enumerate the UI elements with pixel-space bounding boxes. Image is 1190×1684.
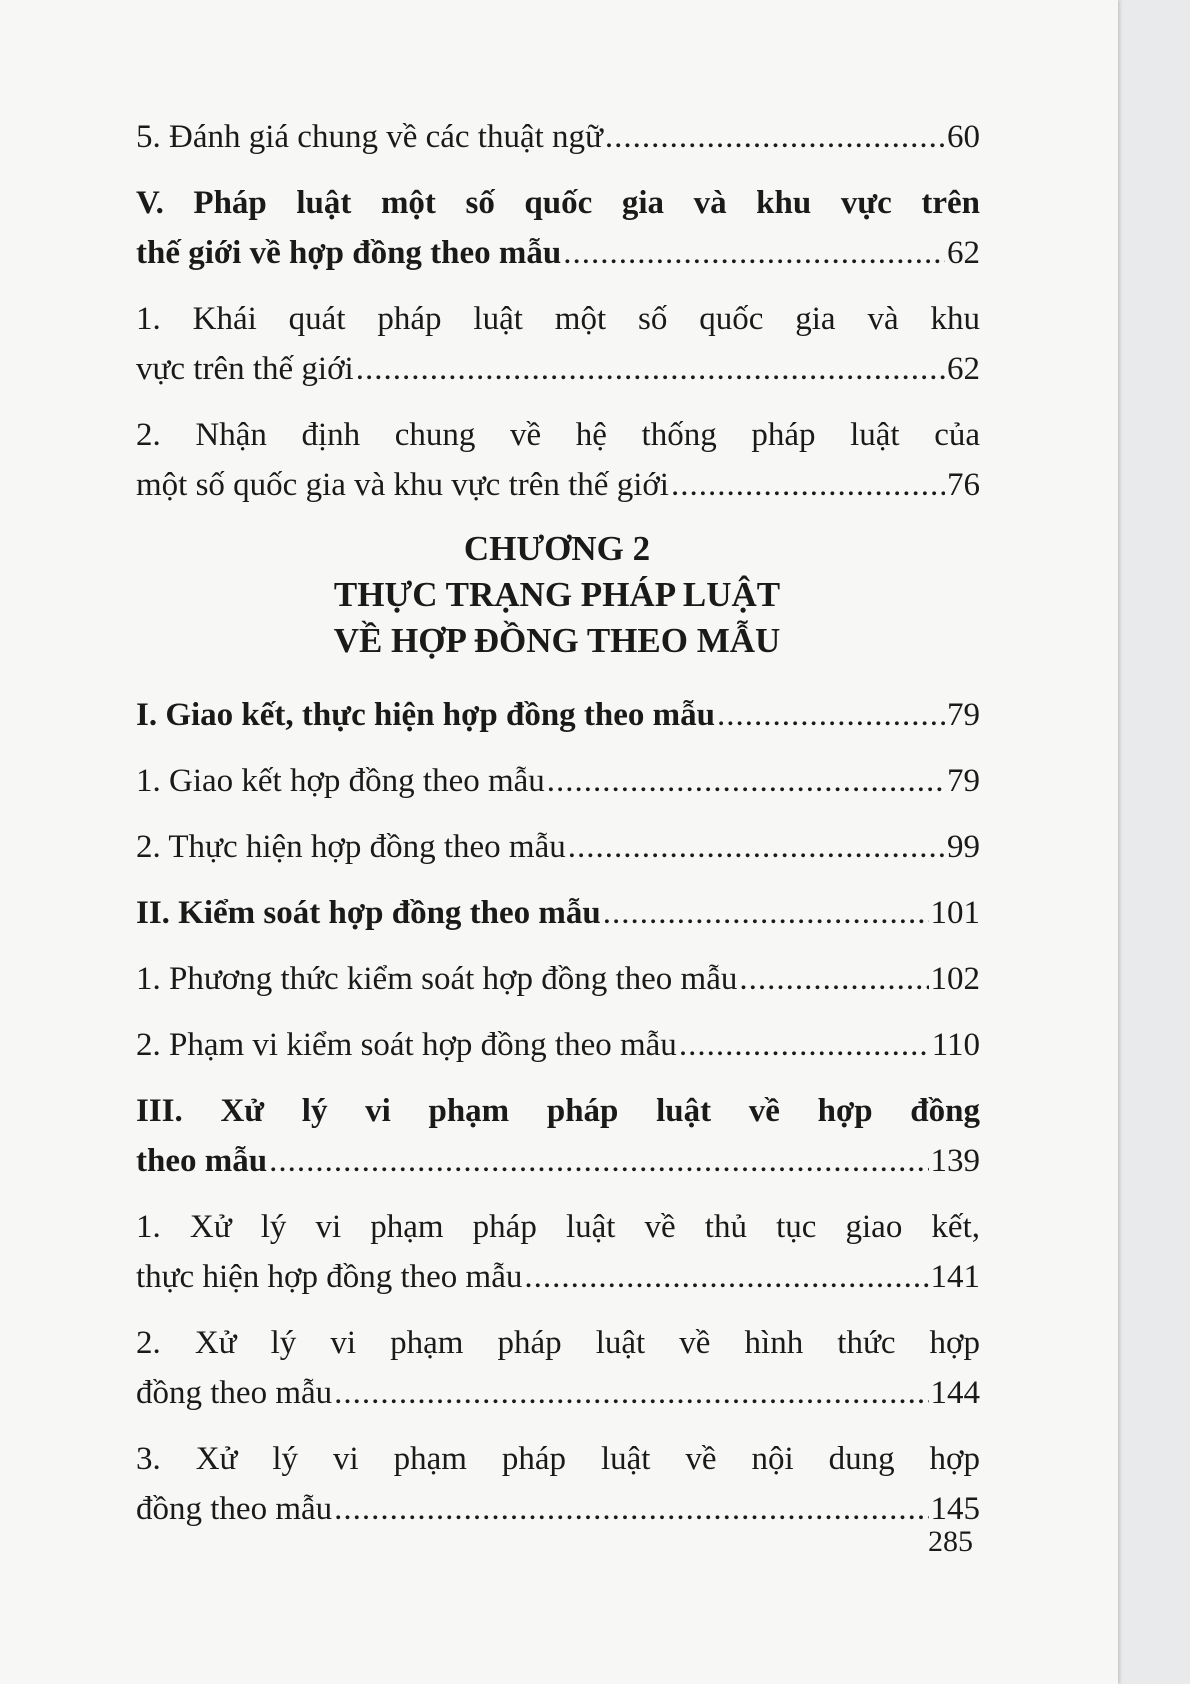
toc-entry-text: theo mẫu: [136, 1143, 268, 1179]
toc-entry-last-line: [136, 228, 980, 278]
toc-entry-page: 102: [930, 961, 980, 997]
toc-entry[interactable]: [136, 1086, 980, 1186]
toc-entry-page: 99: [947, 829, 980, 865]
toc-entry-last-line: [136, 344, 980, 394]
toc-entry-text: 3. Xử lý vi phạm pháp luật về nội dung hợp: [136, 1441, 980, 1477]
toc-entry[interactable]: [136, 888, 980, 938]
toc-entry-page: 139: [930, 1143, 980, 1179]
chapter-heading: [136, 526, 980, 664]
toc-section-chapter-2: [136, 690, 980, 1534]
dot-leader: [563, 228, 945, 278]
toc-entry-text: III. Xử lý vi phạm pháp luật về hợp đồng: [136, 1093, 980, 1129]
toc-entry-text: 2. Nhận định chung về hệ thống pháp luật của: [136, 417, 980, 453]
toc-entry[interactable]: [136, 1434, 980, 1534]
toc-entry-page: 62: [947, 351, 980, 387]
toc-entry-text: 1. Giao kết hợp đồng theo mẫu: [136, 763, 545, 799]
toc-entry-page: 79: [947, 763, 980, 799]
toc-entry-page: 145: [930, 1491, 980, 1527]
toc-entry-last-line: [136, 822, 980, 872]
toc-entry[interactable]: [136, 690, 980, 740]
toc-entry-text: I. Giao kết, thực hiện hợp đồng theo mẫu: [136, 697, 715, 733]
dot-leader: [739, 954, 928, 1004]
toc-entry-last-line: [136, 888, 980, 938]
toc-entry-last-line: [136, 460, 980, 510]
toc-entry-text: 2. Thực hiện hợp đồng theo mẫu: [136, 829, 566, 865]
toc-section-chapter-1: [136, 112, 980, 510]
dot-leader: [547, 756, 945, 806]
chapter-title-line-2: VỀ HỢP ĐỒNG THEO MẪU: [333, 621, 781, 660]
toc-entry-text: V. Pháp luật một số quốc gia và khu vực trên: [136, 185, 980, 221]
toc-entry-last-line: [136, 1484, 980, 1534]
toc-entry-text: 1. Xử lý vi phạm pháp luật về thủ tục giao kết,: [136, 1209, 980, 1245]
toc-entry-last-line: [136, 1020, 980, 1070]
toc-entry-last-line: [136, 112, 980, 162]
toc-entry-text: thế giới về hợp đồng theo mẫu: [136, 235, 562, 271]
toc-entry-text: một số quốc gia và khu vực trên thế giới: [136, 467, 669, 503]
toc-entry-text: 1. Phương thức kiểm soát hợp đồng theo mẫu: [136, 961, 738, 997]
toc-entry-text: 2. Xử lý vi phạm pháp luật về hình thức hợp: [136, 1325, 980, 1361]
dot-leader: [269, 1136, 928, 1186]
toc-entry[interactable]: [136, 954, 980, 1004]
toc-entry[interactable]: [136, 1202, 980, 1302]
page-number: 285: [928, 1525, 973, 1558]
toc-entry-last-line: [136, 756, 980, 806]
toc-entry-page: 144: [930, 1375, 980, 1411]
toc-entry-text: vực trên thế giới: [136, 351, 354, 387]
toc-entry-page: 79: [947, 697, 980, 733]
toc-entry-text: 2. Phạm vi kiểm soát hợp đồng theo mẫu: [136, 1027, 677, 1063]
toc-entry-text: thực hiện hợp đồng theo mẫu: [136, 1259, 523, 1295]
toc-entry-last-line: [136, 1252, 980, 1302]
dot-leader: [356, 344, 945, 394]
toc-entry[interactable]: [136, 1318, 980, 1418]
dot-leader: [524, 1252, 928, 1302]
toc-entry-text: 5. Đánh giá chung về các thuật ngữ: [136, 119, 603, 155]
toc-entry-page: 141: [930, 1259, 980, 1295]
dot-leader: [605, 112, 945, 162]
dot-leader: [568, 822, 945, 872]
dot-leader: [334, 1368, 928, 1418]
toc-entry-text: 1. Khái quát pháp luật một số quốc gia và khu: [136, 301, 980, 337]
toc-entry-page: 76: [947, 467, 980, 503]
toc-entry-page: 110: [931, 1027, 980, 1063]
toc-entry-page: 62: [947, 235, 980, 271]
toc-entry-page: 101: [930, 895, 980, 931]
dot-leader: [334, 1484, 928, 1534]
toc-entry-text: đồng theo mẫu: [136, 1491, 333, 1527]
toc-entry-last-line: [136, 690, 980, 740]
table-of-contents: [136, 112, 980, 1550]
toc-entry[interactable]: [136, 410, 980, 510]
chapter-title-line-1: THỰC TRẠNG PHÁP LUẬT: [333, 575, 781, 614]
toc-entry-last-line: [136, 1136, 980, 1186]
dot-leader: [679, 1020, 930, 1070]
toc-entry-text: đồng theo mẫu: [136, 1375, 333, 1411]
toc-entry[interactable]: [136, 756, 980, 806]
toc-entry[interactable]: [136, 178, 980, 278]
toc-entry[interactable]: [136, 1020, 980, 1070]
toc-entry[interactable]: [136, 112, 980, 162]
toc-entry-page: 60: [947, 119, 980, 155]
dot-leader: [671, 460, 945, 510]
toc-entry-text: II. Kiểm soát hợp đồng theo mẫu: [136, 895, 601, 931]
dot-leader: [717, 690, 945, 740]
dot-leader: [603, 888, 929, 938]
toc-entry-last-line: [136, 1368, 980, 1418]
chapter-label: CHƯƠNG 2: [463, 529, 651, 568]
toc-entry[interactable]: [136, 822, 980, 872]
toc-entry[interactable]: [136, 294, 980, 394]
toc-entry-last-line: [136, 954, 980, 1004]
